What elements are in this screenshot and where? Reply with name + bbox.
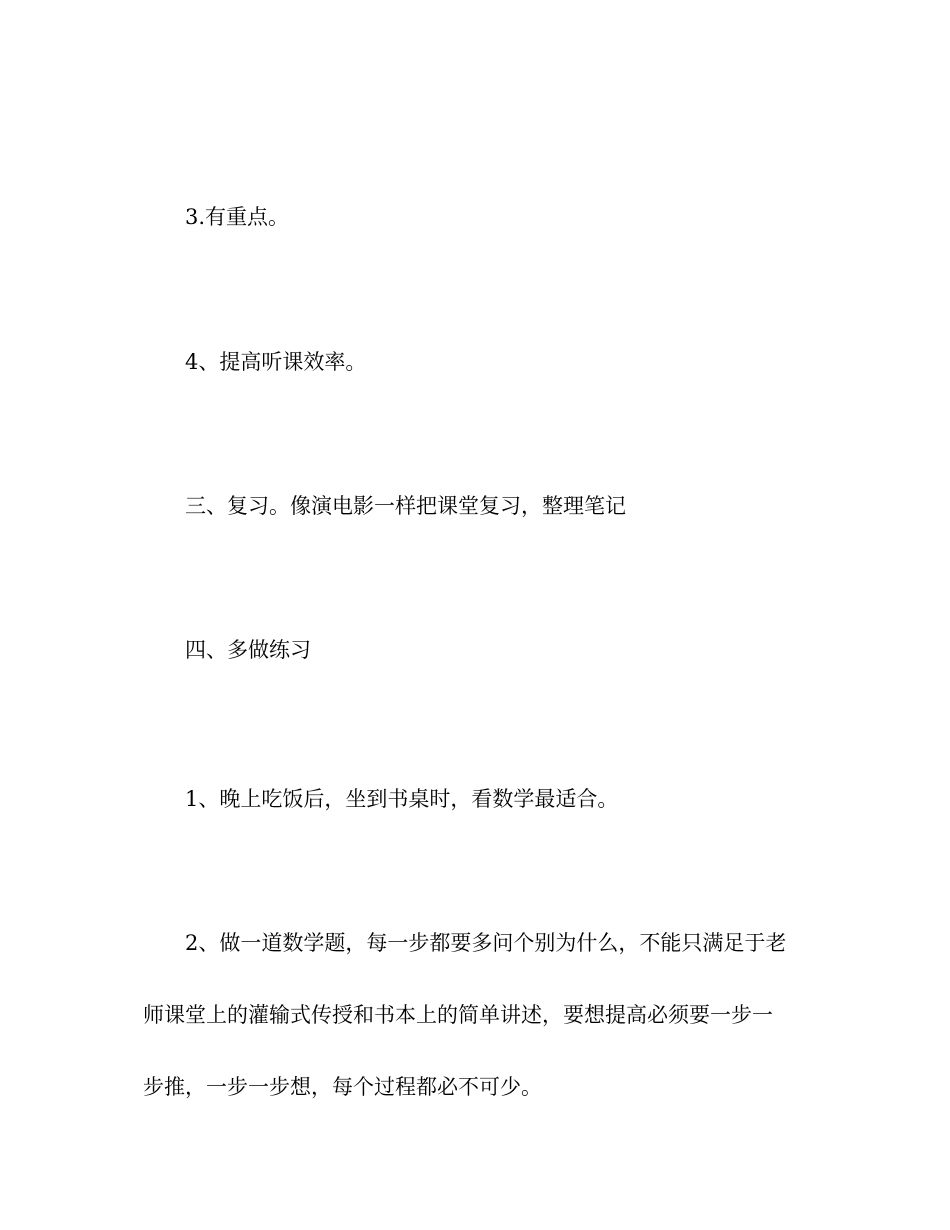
paragraph-point-4: 4、提高听课效率。 <box>185 350 367 374</box>
paragraph-item-2 <box>143 907 813 1123</box>
paragraph-section-3-review: 三、复习。像演电影一样把课堂复习，整理笔记 <box>185 494 626 518</box>
paragraph-item-2-line-3: 步推，一步一步想，每个过程都必不可少。 <box>143 1075 542 1099</box>
paragraph-item-1: 1、晚上吃饭后，坐到书桌时，看数学最适合。 <box>185 787 619 811</box>
paragraph-item-2-line-2: 师课堂上的灌输式传授和书本上的简单讲述，要想提高必须要一步一 <box>143 1003 773 1027</box>
paragraph-item-2-line-1: 2、做一道数学题，每一步都要多问个别为什么，不能只满足于老 <box>185 931 787 955</box>
paragraph-point-3: 3.有重点。 <box>185 205 290 229</box>
paragraph-section-4-practice: 四、多做练习 <box>185 638 311 662</box>
